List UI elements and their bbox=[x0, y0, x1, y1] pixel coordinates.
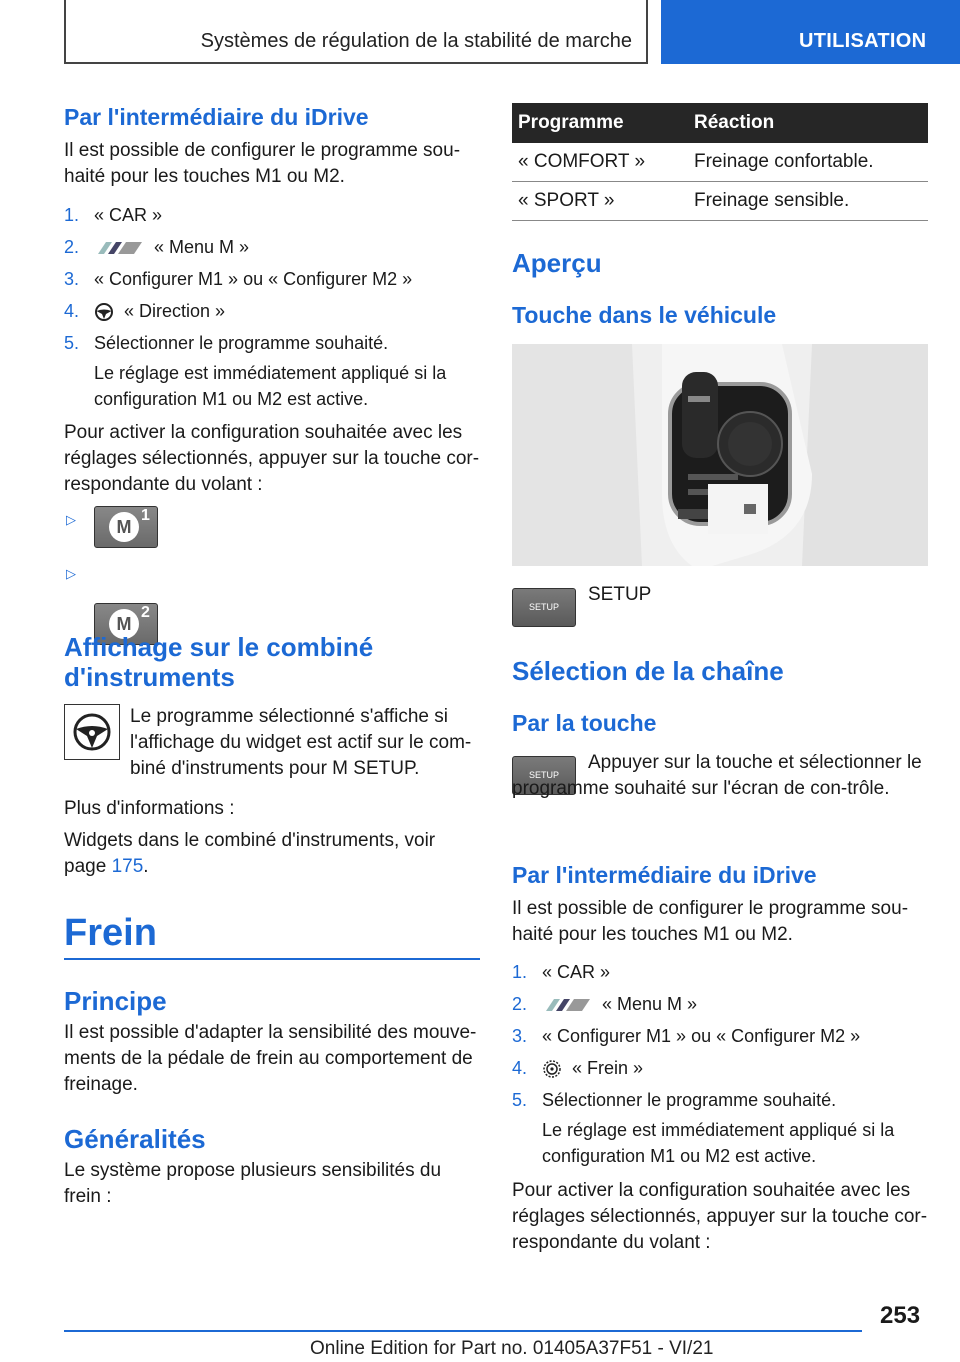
list-item: 4. « Direction » bbox=[64, 301, 226, 321]
bullet-triangle-icon: ▷ bbox=[66, 512, 76, 527]
table-cell: Freinage sensible. bbox=[688, 182, 928, 221]
page-number: 253 bbox=[880, 1302, 921, 1329]
m2-button-icon: M 2 bbox=[94, 603, 158, 645]
chapter-divider bbox=[64, 958, 480, 960]
footer-edition: Online Edition for Part no. 01405A37F51 - VI/21 bbox=[310, 1338, 714, 1359]
steering-wheel-icon bbox=[94, 302, 114, 322]
paragraph-par-touche: Appuyer sur la touche et sélectionner le programme souhaité sur l'écran de con-trôle. bbox=[512, 752, 922, 799]
section-heading-par-touche: Par la touche bbox=[512, 710, 657, 736]
paragraph-affichage: Le programme sélectionné s'affiche si l'affichage du widget est actif sur le com-biné d'instruments pour M SETUP. bbox=[130, 706, 472, 779]
list-item: 1. « CAR » bbox=[64, 205, 163, 225]
list-item: 3. « Configurer M1 » ou « Configurer M2 » bbox=[512, 1026, 861, 1046]
table-header-row bbox=[512, 103, 928, 143]
table-cell: « COMFORT » bbox=[512, 143, 688, 182]
table-cell: « SPORT » bbox=[512, 182, 688, 221]
list-item: 2. « Menu M » bbox=[64, 237, 250, 257]
section-heading-principe: Principe bbox=[64, 986, 167, 1016]
steps-list-left bbox=[64, 202, 480, 412]
header-tab-label: UTILISATION bbox=[799, 30, 927, 52]
list-item: 5. Sélectionner le programme souhaité. Le réglage est immédiatement appliqué si la configuration M1 ou M2 est active. bbox=[512, 1087, 928, 1169]
list-item: 3. « Configurer M1 » ou « Configurer M2 » bbox=[64, 269, 413, 289]
paragraph-widgets: Widgets dans le combiné d'instruments, voir page 175. bbox=[64, 830, 436, 877]
table-header-cell: Réaction bbox=[688, 103, 928, 143]
step-sub-text: Le réglage est immédiatement appliqué si la configuration M1 ou M2 est active. bbox=[542, 1120, 895, 1166]
vehicle-console-image bbox=[512, 344, 928, 566]
m1-button-icon: M 1 bbox=[94, 506, 158, 548]
bullet-triangle-icon: ▷ bbox=[66, 566, 76, 581]
paragraph-plus-info: Plus d'informations : bbox=[64, 798, 235, 819]
footer-divider bbox=[64, 1330, 862, 1332]
m-menu-icon bbox=[542, 997, 594, 1013]
steps-list-right bbox=[512, 959, 928, 1169]
section-heading-affichage: Affichage sur le combiné d'instruments bbox=[64, 632, 374, 692]
table-row bbox=[512, 182, 928, 221]
table-row bbox=[512, 143, 928, 182]
section-heading-idrive: Par l'intermédiaire du iDrive bbox=[64, 104, 369, 130]
setup-button-icon: SETUP bbox=[512, 588, 576, 627]
header-tab[interactable] bbox=[661, 0, 960, 64]
steering-wheel-display-icon bbox=[64, 704, 120, 760]
brake-icon bbox=[542, 1059, 562, 1079]
list-item: 2. « Menu M » bbox=[512, 994, 698, 1014]
header-title: Systèmes de régulation de la stabilité de marche bbox=[200, 30, 632, 52]
setup-label: SETUP bbox=[588, 584, 652, 605]
table-cell: Freinage confortable. bbox=[688, 143, 928, 182]
paragraph-idrive-right: Il est possible de configurer le programme sou-haité pour les touches M1 ou M2. bbox=[512, 898, 909, 945]
list-item: 5. Sélectionner le programme souhaité. Le réglage est immédiatement appliqué si la configuration M1 ou M2 est active. bbox=[64, 330, 480, 412]
section-heading-idrive-right: Par l'intermédiaire du iDrive bbox=[512, 862, 817, 888]
section-heading-touche: Touche dans le véhicule bbox=[512, 302, 777, 328]
setup-button-icon: SETUP bbox=[512, 756, 576, 795]
section-heading-generalites: Généralités bbox=[64, 1124, 206, 1154]
paragraph-generalites: Le système propose plusieurs sensibilités du frein : bbox=[64, 1160, 442, 1207]
list-item: 1. « CAR » bbox=[512, 962, 611, 982]
section-heading-selection: Sélection de la chaîne bbox=[512, 656, 784, 686]
table-header-cell: Programme bbox=[512, 103, 688, 143]
program-table bbox=[512, 103, 928, 221]
paragraph-activate: Pour activer la configuration souhaitée avec les réglages sélectionnés, appuyer sur la touche cor-respondante du volant : bbox=[64, 422, 480, 495]
paragraph-activate-right: Pour activer la configuration souhaitée avec les réglages sélectionnés, appuyer sur la touche cor-respondante du volant : bbox=[512, 1180, 928, 1253]
paragraph-principe: Il est possible d'adapter la sensibilité des mouve-ments de la pédale de frein au comportement de freinage. bbox=[64, 1022, 477, 1095]
m-menu-icon bbox=[94, 240, 146, 256]
section-heading-apercu: Aperçu bbox=[512, 248, 602, 278]
header-title-box bbox=[64, 0, 648, 64]
list-item: 4. « Frein » bbox=[512, 1058, 644, 1078]
chapter-heading-frein: Frein bbox=[64, 912, 157, 954]
paragraph-idrive: Il est possible de configurer le programme sou-haité pour les touches M1 ou M2. bbox=[64, 140, 461, 187]
step-sub-text: Le réglage est immédiatement appliqué si la configuration M1 ou M2 est active. bbox=[94, 363, 447, 409]
page-reference-link[interactable]: 175 bbox=[111, 856, 144, 877]
